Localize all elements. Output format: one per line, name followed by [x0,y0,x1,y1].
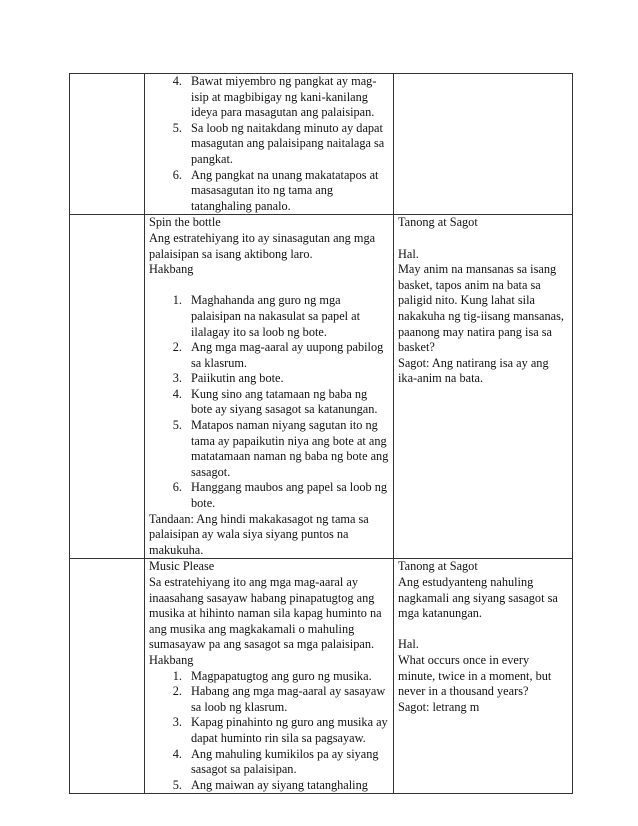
list-item: 2. Ang mga mag-aaral ay uupong pabilog sa klasrum. [185,340,390,371]
empty-cell [70,74,145,215]
list-item: 3. Paiikutin ang bote. [185,371,390,387]
note-text: Tandaan: Ang hindi makakasagot ng tama sa palaisipan ay wala siya siyang puntos na makukuha. [149,511,369,557]
list-item: 5. Sa loob ng naitakdang minuto ay dapat masagutan ang palaisipang naitalaga sa pangkat. [185,121,390,168]
steps-heading: Hakbang [149,262,194,277]
steps-heading: Hakbang [149,652,194,667]
strategy-title: Spin the bottle [149,215,221,230]
list-item: 5. Matapos naman niyang sagutan ito ng tama ay papaikutin niya ang bote at ang matatamaan naman ng baba ng bote ang sasagot. [185,418,390,480]
answer-cell [394,74,573,215]
list-item: 6. Ang pangkat na unang makatatapos at masasagutan ito ng tama ang tatanghaling panalo. [185,168,390,215]
strategy-title: Music Please [149,559,215,574]
answer-description: Ang estudyanteng nahuling nagkamali ang siyang sasagot sa mga katanungan. [398,575,558,621]
answer-text: Sagot: Ang natirang isa ay ang ika-anim na bata. [398,355,549,386]
strategy-cell [145,215,394,559]
list-item: 6. Hanggang maubos ang papel sa loob ng bote. [185,480,390,511]
example-text: May anim na mansanas sa isang basket, tapos anim na bata sa paligid nito. Kung lahat sila nakakuha ng tig-iisang mansanas, paanong may natira pang isa sa basket? [398,262,564,355]
example-label: Hal. [398,637,419,652]
steps-list [149,669,390,794]
list-item: 1. Magpapatugtog ang guro ng musika. [185,669,390,685]
list-item: 1. Maghahanda ang guro ng mga palaisipan na nakasulat sa papel at ilalagay ito sa loob ng bote. [185,293,390,340]
answer-title: Tanong at Sagot [398,215,478,230]
lesson-table [69,73,573,794]
table-row [70,74,573,215]
strategy-cell [145,559,394,794]
table-row [70,215,573,559]
strategy-description: Sa estratehiyang ito ang mga mag-aaral ay inaasahang sasayaw habang pinapatugtog ang musika at hihinto naman sila kapag huminto na ang musika ang magkakamali o mahuling sumasayaw pa ang sasagot sa mga palaisipan. [149,575,382,652]
list-item: 4. Kung sino ang tatamaan ng baba ng bote ay siyang sasagot sa katanungan. [185,387,390,418]
steps-list [149,293,390,511]
strategy-description: Ang estratehiyang ito ay sinasagutan ang mga palaisipan sa isang aktibong laro. [149,230,376,261]
example-label: Hal. [398,246,419,261]
list-item: 4. Bawat miyembro ng pangkat ay mag-isip at magbibigay ng kani-kanilang ideya para masagutan ang palaisipan. [185,74,390,121]
answer-cell [394,215,573,559]
empty-cell [70,215,145,559]
list-item: 2. Habang ang mga mag-aaral ay sasayaw sa loob ng klasrum. [185,684,390,715]
answer-cell [394,559,573,794]
answer-title: Tanong at Sagot [398,559,478,574]
list-item: 5. Ang maiwan ay siyang tatanghaling [185,778,390,794]
strategy-cell [145,74,394,215]
example-text: What occurs once in every minute, twice in a moment, but never in a thousand years? [398,652,552,699]
list-item: 3. Kapag pinahinto ng guro ang musika ay dapat huminto rin sila sa pagsayaw. [185,715,390,746]
list-item: 4. Ang mahuling kumikilos pa ay siyang sasagot sa palaisipan. [185,747,390,778]
table-row [70,559,573,794]
empty-cell [70,559,145,794]
steps-list [149,74,390,214]
answer-text: Sagot: letrang m [398,699,480,714]
